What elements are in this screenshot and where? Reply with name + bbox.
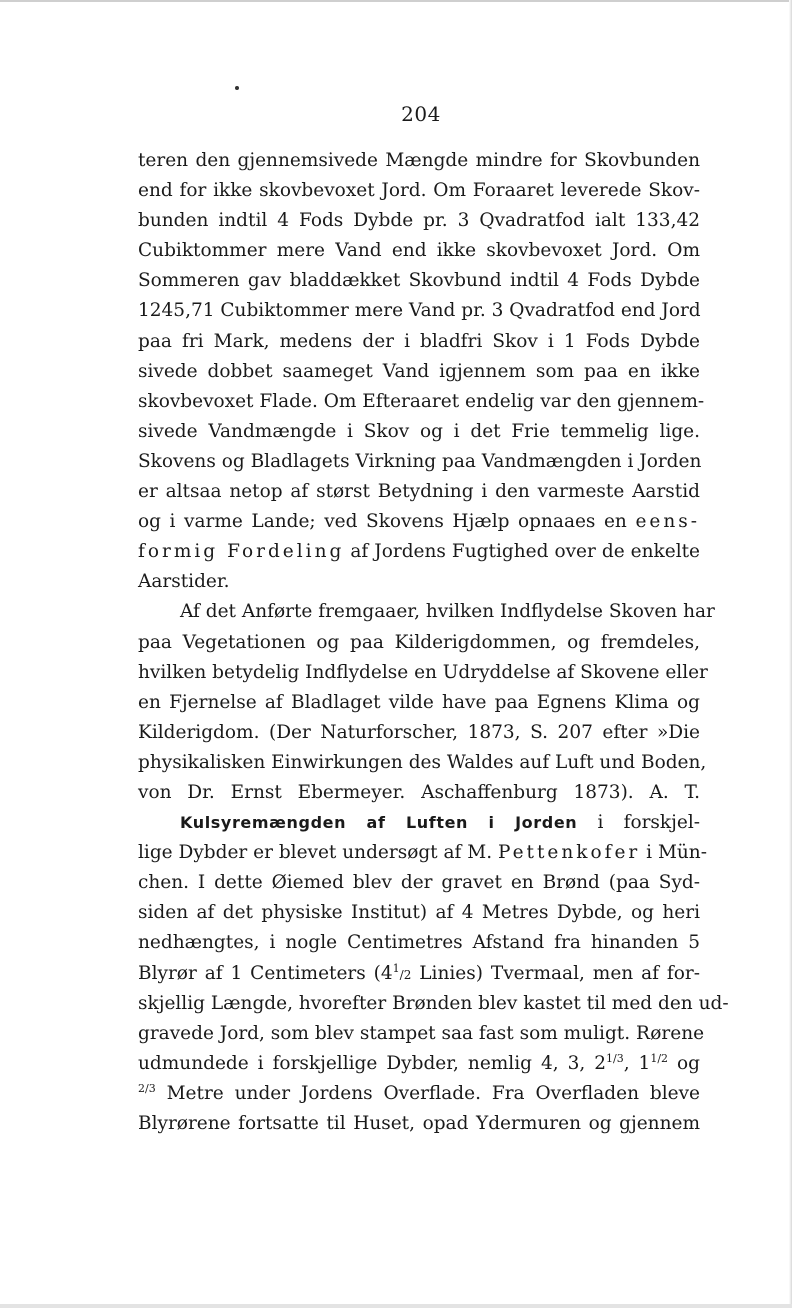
text-line: Cubiktommer mere Vand end ikke skovbevoxet Jord. Om — [138, 240, 700, 262]
page-number: 204 — [401, 102, 441, 126]
paragraph-first-line: Af det Anførte fremgaaer, hvilken Indflydelse Skoven har — [180, 601, 715, 623]
text-line: nedhængtes, i nogle Centimetres Afstand fra hinanden 5 — [138, 932, 700, 954]
text-span: og i varme Lande; ved Skovens Hjælp opnaaes en — [138, 511, 627, 533]
text-span: Blyrør af 1 Centimeters (4 — [138, 962, 393, 984]
text-line: chen. I dette Øiemed blev der gravet en Brønd (paa Syd- — [138, 872, 700, 894]
text-line — [138, 537, 700, 567]
text-line: Aarstider. — [138, 571, 230, 593]
fraction: 2/3 — [138, 1081, 156, 1095]
text-line: skovbevoxet Flade. Om Efteraaret endelig var den gjennem- — [138, 390, 705, 412]
text-line: Skovens og Bladlagets Virkning paa Vandmængden i Jorden — [138, 450, 702, 472]
text-line: en Fjernelse af Bladlaget vilde have paa Egnens Klima og — [138, 691, 700, 713]
text-span: og — [668, 1052, 700, 1074]
text-line — [138, 838, 707, 868]
text-span: , 1 — [623, 1052, 651, 1074]
text-line: bunden indtil 4 Fods Dybde pr. 3 Qvadratfod ialt 133,42 — [138, 210, 700, 232]
body-text — [138, 146, 729, 1139]
text-line — [138, 1049, 700, 1079]
text-line: er altsaa netop af størst Betydning i den varmeste Aarstid — [138, 481, 700, 503]
text-line: Blyrørene fortsatte til Huset, opad Ydermuren og gjennem — [138, 1113, 700, 1134]
text-span: i forskjel- — [597, 812, 700, 834]
text-line: sivede Vandmængde i Skov og i det Frie temmelig lige. — [138, 420, 700, 442]
superscript: 1 — [392, 961, 400, 975]
section-heading: Kulsyremængden af Luften i Jorden — [180, 813, 578, 833]
page-edge-bottom — [0, 1304, 792, 1308]
text-line: Sommeren gav bladdækket Skovbund indtil 4 Fods Dybde — [138, 270, 700, 292]
text-line: siden af det physiske Institut) af 4 Metres Dybde, og heri — [138, 902, 700, 924]
text-line — [138, 1079, 700, 1109]
spaced-text: Pettenkofer — [497, 842, 641, 864]
text-line: end for ikke skovbevoxet Jord. Om Foraaret leverede Skov- — [138, 180, 700, 202]
text-line: paa Vegetationen og paa Kilderigdommen, og fremdeles, — [138, 631, 700, 653]
text-line: 1245,71 Cubiktommer mere Vand pr. 3 Qvadratfod end Jord — [138, 300, 701, 322]
text-line: skjellig Længde, hvorefter Brønden blev kastet til med den ud- — [138, 992, 729, 1014]
text-line: Kilderigdom. (Der Naturforscher, 1873, S. 207 efter »Die — [138, 721, 700, 743]
text-line: physikalisken Einwirkungen des Waldes auf Luft und Boden, — [138, 751, 707, 773]
text-line: hvilken betydelig Indflydelse en Udryddelse af Skovene eller — [138, 661, 708, 683]
spaced-text: eens- — [635, 511, 700, 533]
paragraph-first-line — [138, 808, 700, 838]
page-edge-top — [0, 0, 792, 2]
text-line: von Dr. Ernst Ebermeyer. Aschaffenburg 1873). A. T. — [138, 781, 700, 803]
fraction: 1/3 — [605, 1051, 624, 1065]
text-span: udmundede i forskjellige Dybder, nemlig 4, 3, 2 — [138, 1052, 606, 1074]
text-line: paa fri Mark, medens der i bladfri Skov i 1 Fods Dybde — [138, 330, 700, 352]
text-span: lige Dybder er blevet undersøgt af M. — [138, 842, 493, 864]
fraction: 1/2 — [650, 1051, 669, 1065]
text-span: af Jordens Fugtighed over de enkelte — [350, 541, 700, 563]
text-line — [138, 507, 700, 537]
text-line: teren den gjennemsivede Mængde mindre for Skovbunden — [138, 150, 700, 171]
fraction-denominator: /2 — [399, 967, 412, 982]
text-line: sivede dobbet saameget Vand igjennem som paa en ikke — [138, 360, 700, 382]
ink-speck — [235, 86, 239, 90]
spaced-text: formig Fordeling — [138, 541, 345, 563]
text-span: Linies) Tvermaal, men af for- — [411, 962, 700, 984]
text-line: gravede Jord, som blev stampet saa fast som muligt. Rørene — [138, 1022, 705, 1044]
text-span: i Mün- — [646, 842, 707, 864]
text-line — [138, 959, 700, 989]
text-span: Metre under Jordens Overflade. Fra Overfladen bleve — [155, 1082, 700, 1104]
